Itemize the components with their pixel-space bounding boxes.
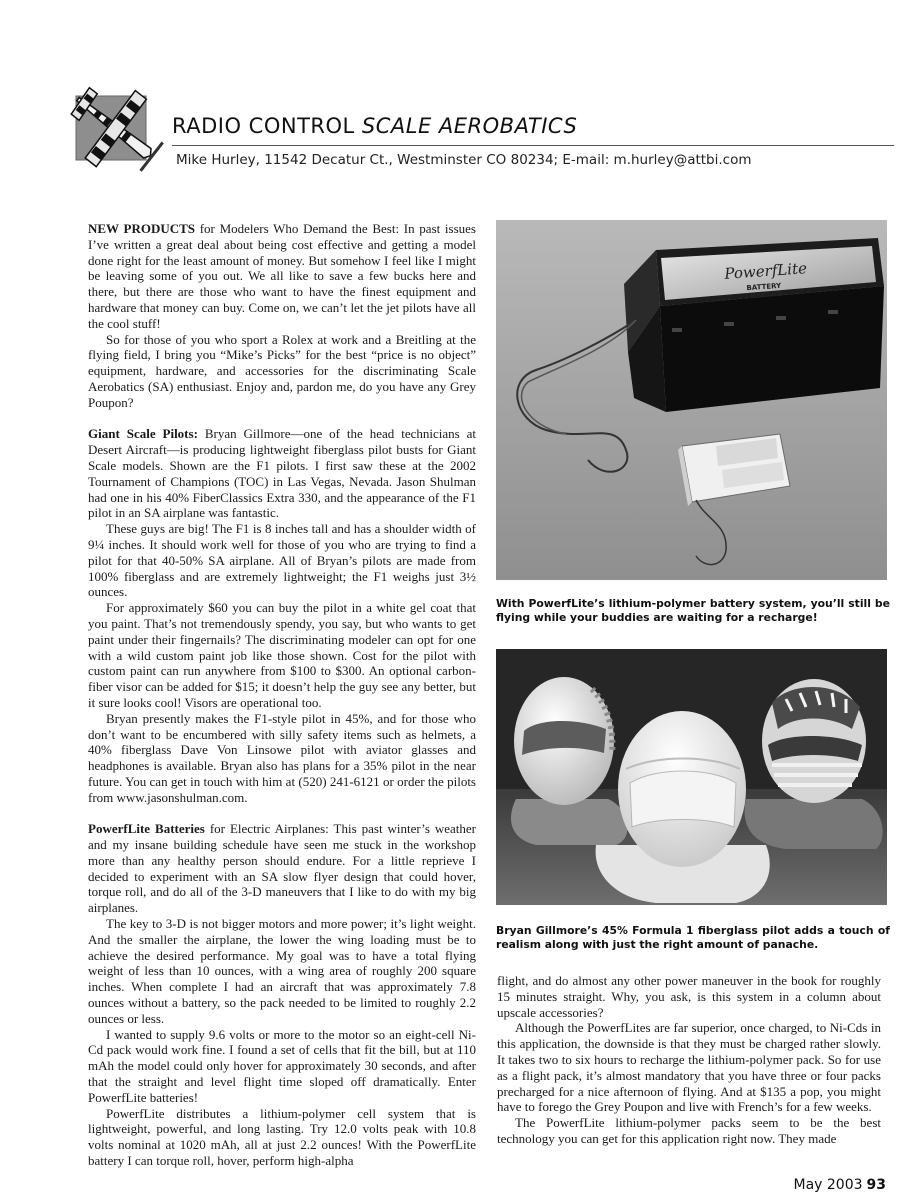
photo-battery-charger (496, 220, 887, 580)
paragraph (88, 711, 476, 806)
paragraph: Although the PowerfLites are far superior, once charged, to Ni-Cds in this application, the downside is that they must be charged rather slowly. It takes two to six hours to recharge the lithium-polymer pack. So for use as a flight pack, it’s almost mandatory that you have three or four packs precharged for a nice afternoon of flying. And at $135 a pop, you might have to forego the Grey Poupon and live with French’s for a few weeks. (497, 1020, 881, 1115)
article-right-column (497, 973, 881, 1147)
paragraph-text: These guys are big! The F1 is 8 inches tall and has a shoulder width of 9¼ inches. It should work well for those of you who are trying to find a pilot for that 40-50% SA airplane. All of Bryan’s pilots are made from 100% fiberglass and are extremely lightweight; the F1 weighs just 3½ ounces. (88, 521, 476, 600)
paragraph: flight, and do almost any other power maneuver in the book for roughly 15 minutes straight. Why, you ask, is this system in a column about upscale accessories? (497, 973, 881, 1020)
paragraph-text: for Modelers Who Demand the Best: In past issues I’ve written a great deal about being cost effective and getting a model done right for the least amount of money. But somehow I feel like I might be leaving some of you out. We all like to save a few bucks here and there, but there are those who want to have the finest equipment and hardware that money can buy. Come on, we can’t let the jet pilots have all the cool stuff! (88, 221, 476, 331)
page-folio (793, 1177, 886, 1193)
charger-label-charger: CHARGER (744, 289, 783, 301)
issue-date: May 2003 (793, 1177, 863, 1193)
caption-fiberglass-pilots: Bryan Gillmore’s 45% Formula 1 fiberglass pilot adds a touch of realism along with just the right amount of panache. (496, 924, 890, 951)
lead-giant-scale-pilots: Giant Scale Pilots: (88, 426, 198, 442)
paragraph-text: Bryan presently makes the F1-style pilot in 45%, and for those who don’t want to be encumbered with silly safety items such as helmets, a 40% fiberglass Dave Von Linsowe pilot with aviator glasses and headphones is available. Bryan also has plans for a 35% pilot in the near future. You can get in touch with him at (520) 241-6121 or order the pilots from www.jasonshulman.com. (88, 710, 476, 805)
paragraph-new-products (88, 221, 476, 332)
paragraph-text: I wanted to supply 9.6 volts or more to the motor so an eight-cell Ni-Cd pack would work fine. I found a set of cells that fit the bill, but at 110 mAh the model could only hover for approximately 30 seconds, and after that the straight and level flight time sloped off dramatically. Enter PowerfLite batteries! (88, 1026, 476, 1105)
author-byline: Mike Hurley, 11542 Decatur Ct., Westminster CO 80234; E-mail: m.hurley@attbi.com (176, 152, 752, 168)
paragraph (88, 332, 476, 411)
paragraph-text: PowerfLite distributes a lithium-polymer cell system that is lightweight, powerful, and long lasting. Try 12.0 volts peak with 10.8 volts nominal at 1020 mAh, all at just 2.2 ounces! With the PowerfLite battery I can torque roll, hover, perform high-alpha (88, 1105, 476, 1169)
paragraph-text: for Electric Airplanes: This past winter’s weather and my insane building schedule have seen me stuck in the workshop more than any healthy person should endure. For a little reprieve I decided to experiment with an SA slow flyer design that could hover, torque roll, and do all of the 3-D maneuvers that I like to do with my big airplanes. (88, 821, 476, 916)
column-title (172, 114, 577, 138)
column-title-italic: SCALE AEROBATICS (361, 114, 578, 138)
article-left-column (88, 221, 476, 1169)
paragraph-giant-scale-pilots (88, 426, 476, 521)
charger-label-battery: BATTERY (746, 281, 782, 293)
header-rule (172, 145, 894, 146)
photo-fiberglass-pilots (496, 649, 887, 905)
paragraph-text: Bryan Gillmore—one of the head technicians at Desert Aircraft—is producing lightweight fiberglass pilot busts for Giant Scale models. Shown are the F1 pilots. I first saw these at the 2002 Tournament of Champions (TOC) in Las Vegas, Nevada. Jason Shulman had one in his 40% FiberClassics Extra 330, and the appearance of the F1 pilot in an SA airplane was fantastic. (88, 426, 476, 521)
charger-label-brand: PowerfLite (723, 259, 808, 283)
paragraph (88, 1027, 476, 1106)
page-number: 93 (866, 1177, 886, 1193)
paragraph-powerflite-batteries (88, 821, 476, 916)
paragraph-text: So for those of you who sport a Rolex at work and a Breitling at the flying field, I bring you “Mike’s Picks” for the best “price is no object” equipment, hardware, and accessories for the discriminating Scale Aerobatics (SA) enthusiast. Enjoy and, pardon me, do you have any Grey Poupon? (88, 331, 476, 410)
paragraph (88, 916, 476, 1027)
paragraph: The PowerfLite lithium-polymer packs seem to be the best technology you can get for this application right now. They made (497, 1115, 881, 1146)
column-title-plain: RADIO CONTROL (172, 114, 362, 138)
column-logo-airplane (60, 82, 170, 174)
paragraph (88, 1106, 476, 1169)
paragraph (88, 600, 476, 711)
lead-powerflite-batteries: PowerfLite Batteries (88, 821, 205, 837)
paragraph-text: The key to 3-D is not bigger motors and more power; it’s light weight. And the smaller the airplane, the lower the wing loading must be to achieve the desired performance. My goal was to have a total flying weight of less than 10 ounces, with a wing area of roughly 200 square inches. When complete I had an aircraft that was approximately 7.8 ounces without a battery, so the pack needed to be limited to roughly 2.2 ounces or less. (88, 916, 476, 1026)
lead-new-products: NEW PRODUCTS (88, 221, 196, 236)
paragraph-text: For approximately $60 you can buy the pilot in a white gel coat that you paint. That’s not tremendously spendy, you say, but who wants to get paint under their fingernails? The discriminating modeler can opt for one with a wild custom paint job like those shown. Cost for the pilot with custom paint can run anywhere from $100 to $300. An optional carbon-fiber visor can be added for $15; it doesn’t help the guy see any better, but it sure looks cool! Visors are operational too. (88, 600, 476, 710)
caption-battery-charger: With PowerfLite’s lithium-polymer battery system, you’ll still be flying while your buddies are waiting for a recharge! (496, 597, 890, 624)
paragraph (88, 521, 476, 600)
